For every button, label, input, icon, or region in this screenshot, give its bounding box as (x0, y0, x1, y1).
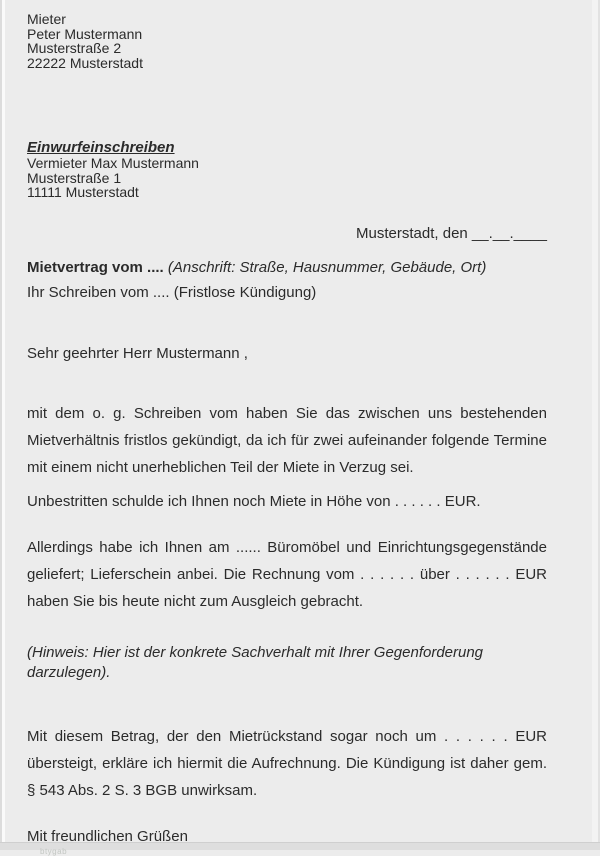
recipient-block (27, 139, 547, 200)
body-paragraph-3: Allerdings habe ich Ihnen am ...... Büromöbel und Einrichtungsgegenstände geliefert; Lieferschein anbei. Die Rechnung vom . . . . . . über . . . . . . EUR haben Sie bis heute nicht zum Ausgleich gebracht. (27, 538, 547, 610)
closing-line: Mit freundlichen Grüßen (27, 827, 188, 845)
sender-block (27, 12, 547, 70)
reference-line: Ihr Schreiben vom .... (Fristlose Kündigung) (27, 283, 317, 301)
body-paragraph-1: mit dem o. g. Schreiben vom haben Sie das zwischen uns bestehenden Mietverhältnis fristlos gekündigt, da ich für zwei aufeinander folgende Termine mit einem nicht unerheblichen Teil der Miete in Verzug sei. (27, 404, 547, 476)
recipient-name: Vermieter Max Mustermann (27, 155, 199, 171)
sender-name: Peter Mustermann (27, 25, 143, 42)
subject-address-hint: (Anschrift: Straße, Hausnummer, Gebäude, Ort) (167, 258, 487, 276)
date-place-line: Musterstadt, den __.__.____ (356, 224, 547, 242)
delivery-method-label: Einwurfeinschreiben (27, 139, 175, 156)
body-hint: (Hinweis: Hier ist der konkrete Sachverhalt mit Ihrer Gegenforderung darzulegen). (27, 643, 484, 681)
recipient-street: Musterstraße 1 (27, 169, 122, 186)
recipient-city: 11111 Musterstadt (27, 184, 139, 200)
subject-line (27, 259, 547, 276)
page-edge-left-highlight (2, 0, 5, 850)
sender-role: Mieter (27, 11, 66, 27)
letter-content (27, 12, 547, 856)
watermark: btygab (40, 846, 68, 856)
sender-city: 22222 Musterstadt (27, 54, 143, 71)
body-paragraph-2: Unbestritten schulde ich Ihnen noch Miete in Höhe von . . . . . . EUR. (27, 492, 481, 510)
subject-title: Mietvertrag vom .... (27, 258, 168, 276)
body-paragraph-4: Mit diesem Betrag, der den Mietrückstand sogar noch um . . . . . . EUR übersteigt, erkläre ich hiermit die Aufrechnung. Die Kündigung ist daher gem. § 543 Abs. 2 S. 3 BGB unwirksam. (27, 727, 547, 799)
sender-street: Musterstraße 2 (27, 40, 122, 56)
salutation: Sehr geehrter Herr Mustermann , (27, 344, 248, 362)
